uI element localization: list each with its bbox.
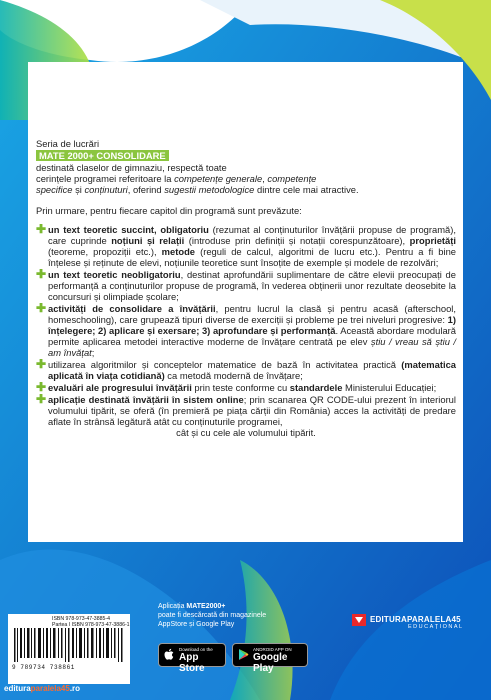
list-item: ✚ un text teoretic neobligatoriu, destinat aprofundării suplimentare de către elevii preocupați de performanță a conținuturilor propuse de programă, în vederea obținerii unor rezultate deosebite la concursuri și olimpiade școlare; bbox=[36, 267, 456, 302]
plus-icon: ✚ bbox=[36, 301, 47, 315]
apple-icon bbox=[164, 648, 175, 661]
barcode-bars bbox=[14, 628, 124, 662]
google-play-badge[interactable]: ANDROID APP ON Google Play bbox=[232, 643, 308, 667]
plus-icon: ✚ bbox=[36, 267, 47, 281]
barcode-digits: 9 789734 738861 bbox=[12, 664, 76, 671]
website-link[interactable]: edituraparalela45.ro bbox=[4, 684, 81, 693]
publisher-icon bbox=[352, 614, 366, 626]
plus-icon: ✚ bbox=[36, 380, 47, 394]
plus-icon: ✚ bbox=[36, 357, 47, 371]
series-label: Seria de lucrări bbox=[36, 138, 100, 149]
description-block bbox=[36, 138, 456, 438]
plus-icon: ✚ bbox=[36, 222, 47, 236]
google-play-icon bbox=[238, 648, 249, 661]
lead-sentence: Prin urmare, pentru fiecare capitol din programă sunt prevăzute: bbox=[36, 205, 302, 216]
app-store-badge[interactable]: Download on the App Store bbox=[158, 643, 226, 667]
list-item: ✚ un text teoretic succint, obligatoriu (rezumat al conținuturilor învățării propuse de programă), care cuprinde noțiuni și relații (introduse prin definiții și notații corespunzătoare), proprietăți (teoreme, propoziții etc.), metode (reguli de calcul, algoritmi de lucru etc.). Pentru a fi bine înțelese și reținute de elevi, noțiunile teoretice sunt însoțite de exemple și modele de rezolvări; bbox=[36, 222, 456, 268]
closing-line: cât și cu cele ale volumului tipărit. bbox=[176, 427, 316, 438]
list-item: ✚ activități de consolidare a învățării, pentru lucrul la clasă și pentru acasă (afterschool, homeschooling), care grupează tipuri diverse de exerciții și probleme pe trei niveluri progresive: 1) înțelegere; 2) aplicare și exersare; 3) aprofundare și performanță. Această abordare modulară permite aplicarea metodei interactive moderne de învățare centrată pe elev știu / vreau să știu / am învățat; bbox=[36, 301, 456, 358]
list-item: ✚ aplicație destinată învățării în sistem online; prin scanarea QR CODE-ului prezent în interiorul volumului tipărit, se oferă (în premieră pe piața cărții din România) acces la activități de predare aflate în strânsă legătură atât cu conținuturile programei, bbox=[36, 392, 456, 427]
list-item: ✚ utilizarea algoritmilor și conceptelor matematice de bază în activitatea practică (matematica aplicată în viața cotidiană) ca metodă modernă de învățare; bbox=[36, 357, 456, 381]
intro-paragraph: destinată claselor de gimnaziu, respectă toate cerințele programei referitoare la competențe generale, competențe specifice și conținuturi, oferind sugestii metodologice dintre cele mai atractive. bbox=[36, 162, 359, 195]
series-name-tag: MATE 2000+ CONSOLIDARE bbox=[36, 150, 169, 161]
publisher-logo: EDITURAPARALELA45 EDUCAȚIONAL bbox=[370, 615, 464, 630]
plus-icon: ✚ bbox=[36, 392, 47, 406]
app-promo-text: Aplicația MATE2000+ poate fi descărcată din magazinele AppStore și Google Play bbox=[158, 603, 267, 628]
isbn-text: ISBN 978-973-47-3885-4 Partea I ISBN 978-973-47-3886-1 bbox=[52, 616, 130, 628]
list-item: ✚ evaluări ale progresului învățării prin teste conforme cu standardele Ministerului Educației; bbox=[36, 380, 437, 394]
